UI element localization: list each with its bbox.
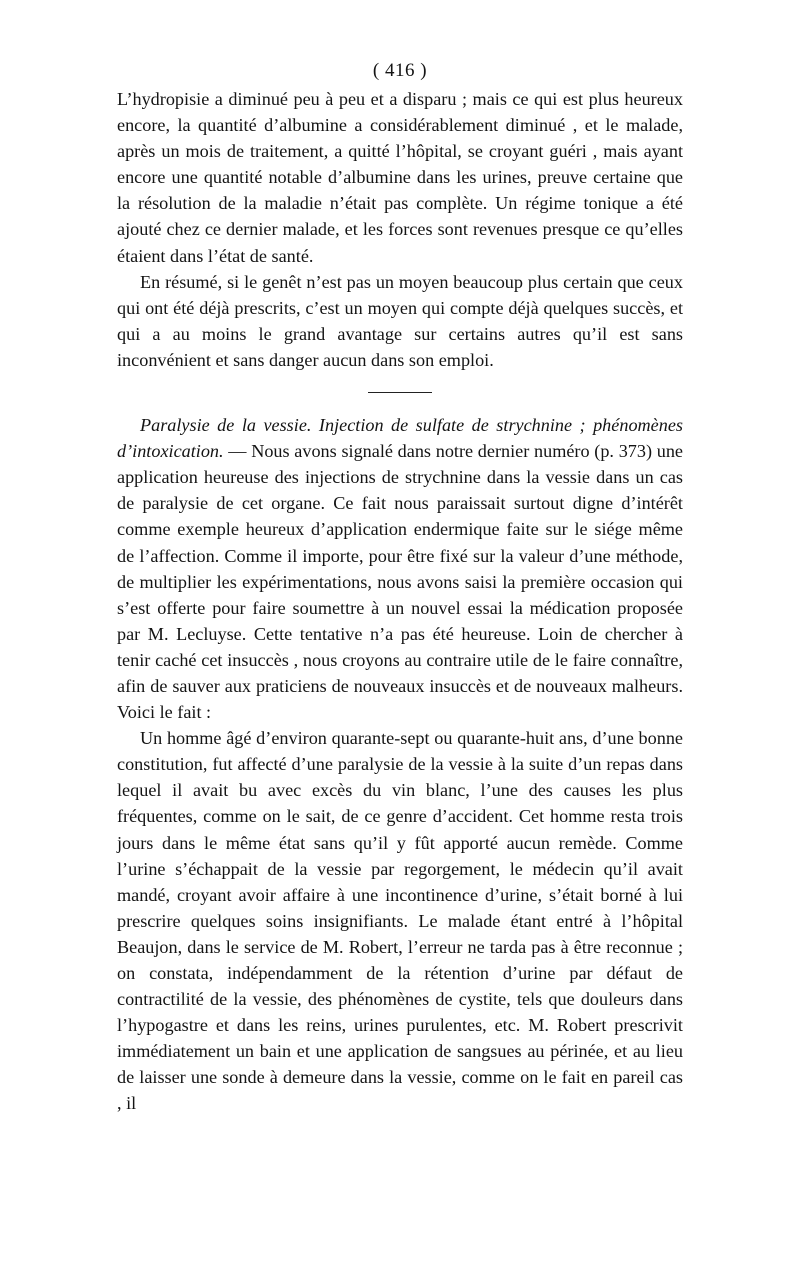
page-number: ( 416 ) (372, 60, 428, 81)
section-heading: Paralysie de la vessie. Injection de sulfate de strychnine ; phénomènes d’intoxication. (117, 415, 683, 462)
paragraph-paralysie (117, 412, 683, 725)
section-intro-text: — Nous avons signalé dans notre dernier numéro (p. 373) une application heureuse des injections de strychnine dans la vessie dans un cas de paralysie de cet organe. Ce fait nous paraissait surtout digne d’intérêt comme exemple heureux d’application endermique faite sur le siége même de l’affection. Comme il importe, pour être fixé sur la valeur d’une méthode, de multiplier les expérimentations, nous avons saisi la première occasion qui s’est offerte pour faire soumettre à un nouvel essai la médication proposée par M. Lecluyse. Cette tentative n’a pas été heureuse. Loin de chercher à tenir caché cet insuccès , nous croyons au contraire utile de le faire connaître, afin de sauver aux praticiens de nouveaux insuccès et de nouveaux malheurs. Voici le fait : (117, 441, 683, 723)
book-page (117, 58, 683, 1117)
paragraph-hydropisie: L’hydropisie a diminué peu à peu et a disparu ; mais ce qui est plus heureux encore, la quantité d’albumine a considérablement diminué , et le malade, après un mois de traitement, a quitté l’hôpital, se croyant guéri , mais ayant encore une quantité notable d’albumine dans les urines, preuve certaine que la résolution de la maladie n’était pas complète. Un régime tonique a été ajouté chez ce dernier malade, et les forces sont revenues presque ce qu’elles étaient dans l’état de santé. (117, 89, 683, 266)
paragraph-en-resume: En résumé, si le genêt n’est pas un moyen beaucoup plus certain que ceux qui ont été déjà prescrits, c’est un moyen qui compte déjà quelques succès, et qui a au moins le grand avantage sur certains autres qu’il est sans inconvénient et sans danger aucun dans son emploi. (117, 271, 683, 370)
section-divider (368, 392, 432, 393)
paragraph-case-report: Un homme âgé d’environ quarante-sept ou quarante-huit ans, d’une bonne constitution, fut affecté d’une paralysie de la vessie à la suite d’un repas dans lequel il avait bu avec excès du vin blanc, l’une des causes les plus fréquentes, comme on le sait, de ce genre d’accident. Cet homme resta trois jours dans le même état sans qu’il y fût apporté aucun remède. Comme l’urine s’échappait de la vessie par regorgement, le médecin qu’il avait mandé, croyant avoir affaire à une incontinence d’urine, s’était borné à lui prescrire quelques soins insignifiants. Le malade étant entré à l’hôpital Beaujon, dans le service de M. Robert, l’erreur ne tarda pas à être reconnue ; on constata, indépendamment de la rétention d’urine par défaut de contractilité de la vessie, des phénomènes de cystite, tels que douleurs dans l’hypogastre et dans les reins, urines purulentes, etc. M. Robert prescrivit immédiatement un bain et une application de sangsues au périnée, et au lieu de laisser une sonde à demeure dans la vessie, comme on le fait en pareil cas , il (117, 728, 683, 1114)
